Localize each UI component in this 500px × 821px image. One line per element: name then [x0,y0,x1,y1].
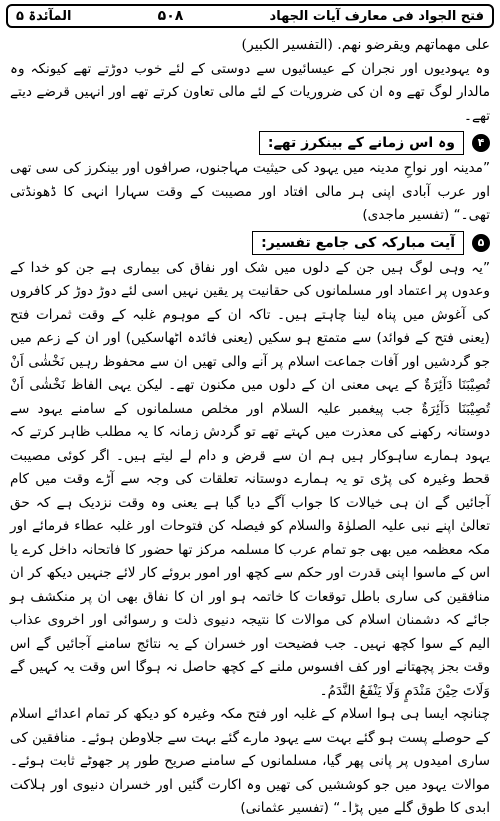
section-number-badge: ۵ [472,234,490,252]
paragraph-jews-lenders: وہ یہودیوں اور نجران کے عیسائیوں سے دوستی کے لئے خوب دوڑتے تھے کیونکہ وہ مالدار لوگ تھے وہ ان کی ضروریات کے لئے مالی تعاون کرتے تھے اور انہیں قرضے دیتے تھے۔ [10,60,490,124]
book-title: فتح الجواد فی معارف آیات الجهاد [269,8,484,24]
section-number-badge: ۴ [472,134,490,152]
page-body [10,34,490,816]
page-number: ۵۰۸ [157,8,184,24]
section-heading-text: وہ اس زمانے کے بینکرز تھے: [259,131,464,155]
section-heading-commentary [10,231,490,255]
section-heading-bankers [10,131,490,155]
arabic-quote: على مهماتهم ويقرضو نهم. (التفسير الكبير) [241,37,490,53]
surah-reference: المآئدۃ ۵ [16,8,72,24]
page-header [6,4,494,28]
section-heading-text: آیت مبارکہ کی جامع تفسیر: [252,231,464,255]
paragraph-conclusion: چنانچہ ایسا ہی ہوا اسلام کے غلبہ اور فتح مکہ وغیرہ کو دیکھ کر تمام اعدائے اسلام کے حوصلے پست ہو گئے بہت سے یہود مارے گئے بہت سے جلاوطن ہوئے۔ منافقین کی ساری امیدوں پر پانی پھر گیا، مسلمانوں کے سامنے صریح طور پر جھوٹے ثابت ہوئے۔ موالات یہود میں جو کوششیں کی تھیں وہ اکارت گئیں اور خسران دنیوی اور ہلاکت ابدی کا طوق گلے میں پڑا۔“ (تفسیر عثمانی) [10,706,490,816]
paragraph-commentary: ”یہ وہی لوگ ہیں جن کے دلوں میں شک اور نفاق کی بیماری ہے جن کو خدا کے وعدوں پر اعتماد اور مسلمانوں کی حقانیت پر یقین نہیں اسی لئے دوڑ دوڑ کر کافروں کی آغوش میں پناہ لینا چاہتے ہیں۔ تاکہ ان کے موہوم غلبہ کے وقت ثمرات فتح (یعنی فتح کے فوائد) سے متمتع ہو سکیں (یعنی فائدہ اٹھاسکیں) اور ان کے زعم میں جو گردشیں اور آفات جماعت اسلام پر آنے والی تھیں ان سے محفوظ رہیں نَخْشٰى اَنْ تُصِيْبَنَا دَآئِرَةٌ کے یہی معنی ان کے دلوں میں مکنون تھے۔ لیکن یہی الفاظ نَخْشٰى اَنْ تُصِيْبَنَا دَآئِرَةٌ جب پیغمبر علیہ السلام اور مخلص مسلمانوں کے سامنے یہود سے دوستانہ رکھنے کی معذرت میں کہتے تھے تو گردش زمانہ کا یہ مطلب ظاہر کرتے کہ یہود ہمارے ساہوکار ہیں ہم ان سے قرض و دام لے لیتے ہیں۔ اگر کوئی مصیبت قحط وغیرہ کی پڑی تو یہ ہمارے دوستانہ تعلقات کی وجہ سے آڑے وقت میں کام آجائیں گے ان ہی خیالات کا جواب آگے دیا گیا ہے یعنی وہ وقت نزدیک ہے کہ حق تعالیٰ اپنے نبی علیہ الصلوٰۃ والسلام کو فیصلہ کن فتوحات اور غلبہ عطاء فرمائے اور مکہ معظمہ میں بھی جو تمام عرب کا مسلمہ مرکز تھا حضور کا فاتحانہ داخل کرے یا اس کے ماسوا اپنی قدرت اور حکم سے کچھ اور امور بروئے کار لائے جنہیں دیکھ کر ان منافقین کی ساری باطل توقعات کا خاتمہ ہو اور ان کا نفاق بھی ان پر منکشف ہو جائے کہ دشمنان اسلام کی موالات کا نتیجہ دنیوی ذلت و رسوائی اور اخروی عذاب الیم کے سوا کچھ نہیں۔ جب فضیحت اور خسران کے یہ نتائج سامنے آجائیں گے اس وقت بجز پچھتانے اور کف افسوس ملنے کے کچھ حاصل نہ ہوگا اس وقت یہ کہیں گے وَلَاتَ حِيْنَ مَنْدَمٍ وَلَا يَنْفَعُ النَّدَمُ۔ [10,259,490,699]
paragraph-tafsir-majidi: ”مدینہ اور نواحِ مدینہ میں یہود کی حیثیت مہاجنوں، صرافوں اور بینکرز کی سی تھی اور عرب آبادی اپنی ہر مالی افتاد اور مصیبت کے وقت سہارا انہی کا ڈھونڈتی تھی۔“ (تفسیر ماجدی) [10,160,490,223]
